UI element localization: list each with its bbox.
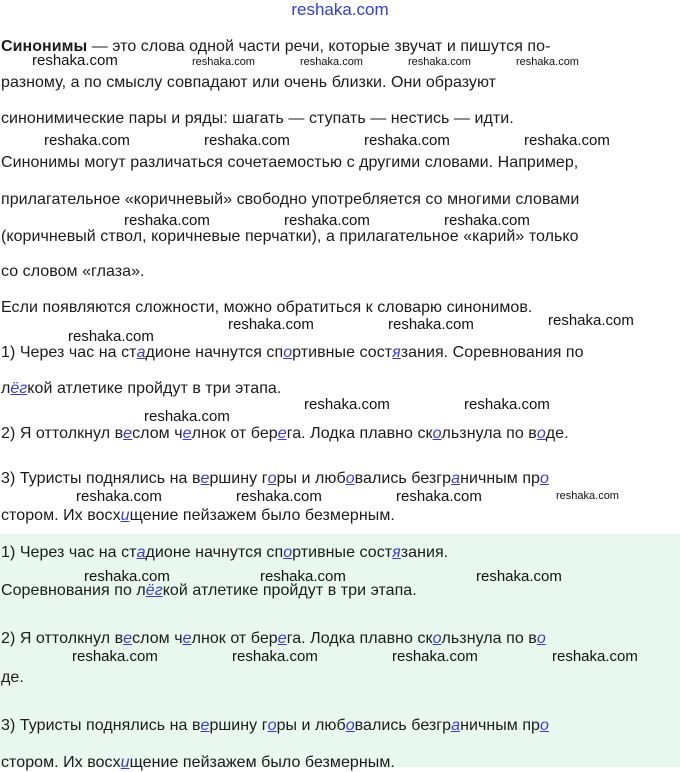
watermark: reshaka.com — [524, 132, 610, 149]
answer-sentence-1a: 1) Через час на стадионе начнутся спортивные состязания. — [1, 544, 449, 561]
theory-line-2: разному, а по смыслу совпадают или очень близки. Они образуют — [1, 74, 497, 91]
watermark: reshaka.com — [552, 648, 638, 665]
watermark: reshaka.com — [84, 568, 170, 585]
task-sentence-1b: лёгкой атлетике пройдут в три этапа. — [1, 380, 282, 397]
theory-line-8: Если появляются сложности, можно обратиться к словарю синонимов. — [1, 299, 533, 316]
watermark: reshaka.com — [72, 648, 158, 665]
theory-line-1: Синонимы — это слова одной части речи, которые звучат и пишутся по- — [1, 38, 551, 55]
site-header[interactable]: reshaka.com — [291, 0, 389, 19]
theory-line-4: Синонимы могут различаться сочетаемостью с другими словами. Например, — [1, 154, 579, 171]
watermark: reshaka.com — [144, 408, 230, 425]
watermark: reshaka.com — [44, 132, 130, 149]
answer-sentence-1b: Соревнования по лёгкой атлетике пройдут в три этапа. — [1, 582, 417, 599]
watermark: reshaka.com — [124, 212, 210, 229]
watermark: reshaka.com — [236, 488, 322, 505]
answer-sentence-2b: де. — [1, 669, 24, 686]
watermark: reshaka.com — [68, 328, 154, 345]
term-synonyms: Синонимы — [1, 38, 88, 55]
watermark: reshaka.com — [444, 212, 530, 229]
theory-line-5: прилагательное «коричневый» свободно употребляется со многими словами — [1, 191, 580, 208]
watermark: reshaka.com — [284, 212, 370, 229]
watermark: reshaka.com — [388, 316, 474, 333]
task-sentence-3b: стором. Их восхищение пейзажем было безмерным. — [1, 507, 395, 524]
watermark: reshaka.com — [228, 316, 314, 333]
watermark: reshaka.com — [300, 56, 363, 68]
task-sentence-2: 2) Я оттолкнул веслом челнок от берега. Лодка плавно скользнула по воде. — [1, 425, 569, 442]
answer-sentence-2a: 2) Я оттолкнул веслом челнок от берега. Лодка плавно скользнула по во — [1, 630, 546, 647]
watermark: reshaka.com — [476, 568, 562, 585]
task-sentence-1a: 1) Через час на стадионе начнутся спортивные состязания. Соревнования по — [1, 344, 584, 361]
watermark: reshaka.com — [76, 488, 162, 505]
watermark: reshaka.com — [392, 648, 478, 665]
watermark: reshaka.com — [304, 396, 390, 413]
watermark: reshaka.com — [204, 132, 290, 149]
theory-line-3: синонимические пары и ряды: шагать — ступать — нестись — идти. — [1, 110, 514, 127]
theory-line-6: (коричневый ствол, коричневые перчатки), а прилагательное «карий» только — [1, 228, 579, 245]
task-sentence-3a: 3) Туристы поднялись на вершину горы и любовались безграничным про — [1, 470, 549, 487]
watermark: reshaka.com — [556, 490, 619, 502]
watermark: reshaka.com — [192, 56, 255, 68]
watermark: reshaka.com — [364, 132, 450, 149]
watermark: reshaka.com — [408, 56, 471, 68]
watermark: reshaka.com — [464, 396, 550, 413]
answer-sentence-3a: 3) Туристы поднялись на вершину горы и любовались безграничным про — [1, 717, 549, 734]
watermark: reshaka.com — [516, 56, 579, 68]
watermark: reshaka.com — [260, 568, 346, 585]
watermark: reshaka.com — [396, 488, 482, 505]
watermark: reshaka.com — [32, 52, 118, 69]
watermark: reshaka.com — [548, 312, 634, 329]
theory-line-7: со словом «глаза». — [1, 263, 145, 280]
watermark: reshaka.com — [232, 648, 318, 665]
answer-sentence-3b: стором. Их восхищение пейзажем было безмерным. — [1, 754, 395, 771]
